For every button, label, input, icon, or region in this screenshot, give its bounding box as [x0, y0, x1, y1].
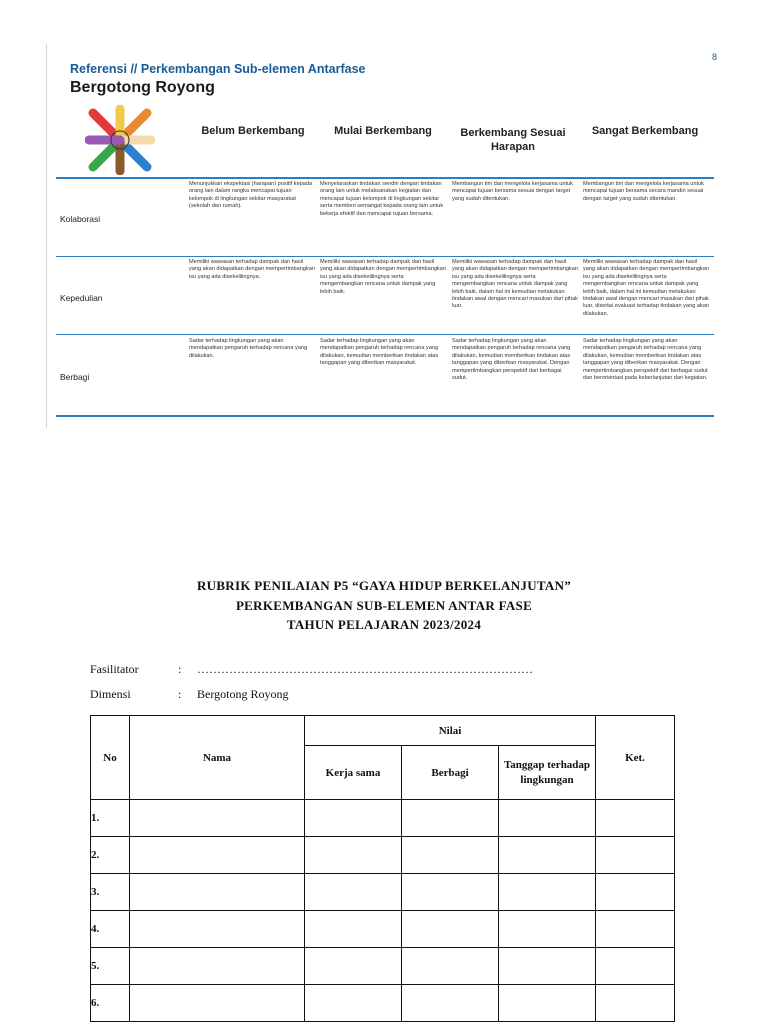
- table-row: [91, 874, 675, 911]
- rubric-cell: Memiliki wawasan terhadap dampak dan hasil yang akan didapatkan dengan mempertimbangkan isu yang ada disekelilingnya serta mengembangkan rencana untuk dampak yang lebih baik.: [320, 259, 446, 295]
- kerja-sama-cell[interactable]: [305, 874, 402, 911]
- header-divider: [56, 177, 714, 179]
- dimension-value: Bergotong Royong: [197, 687, 289, 701]
- row-number: 2.: [91, 837, 130, 874]
- berbagi-cell[interactable]: [402, 911, 499, 948]
- document-title-line-1: RUBRIK PENILAIAN P5 “GAYA HIDUP BERKELANJUTAN”: [196, 578, 572, 593]
- ket-cell[interactable]: [596, 874, 675, 911]
- table-row: [91, 837, 675, 874]
- table-row: [91, 985, 675, 1022]
- row-label-kepedulian: Kepedulian: [60, 293, 103, 303]
- row-number: 1.: [91, 800, 130, 837]
- rubric-cell: Sadar terhadap lingkungan yang akan mendapatkan pengaruh terhadap rencana yang dilakukan, kemudian memberikan tindakan atas tanggapan yang diberikan masyarakat. Dengan mempertimbangkan perspektif dari berbagai sudut.: [452, 338, 571, 382]
- row-divider: [56, 256, 714, 257]
- rubric-cell: Sadar terhadap lingkungan yang akan mendapatkan pengaruh terhadap rencana yang dilakukan, kemudian memberikan tindakan atas tanggapan yang diberikan masyarakat. Dengan mempertimbangkan perspektif dari berbagai sudut dan berorientasi pada keberlanjutan dari kegiatan.: [583, 338, 708, 382]
- column-head-sesuai: Berkembang Sesuai Harapan: [460, 127, 566, 153]
- head-nama: Nama: [130, 716, 305, 800]
- kerja-sama-cell[interactable]: [305, 985, 402, 1022]
- facilitator-colon: :: [178, 662, 182, 676]
- rubric-cell: Sadar terhadap lingkungan yang akan mendapatkan pengaruh terhadap rencana yang dilakukan, kemudian memberikan tindakan atas tanggapan yang diberikan masyarakat.: [320, 338, 439, 367]
- table-row: [91, 800, 675, 837]
- head-no: No: [91, 716, 130, 800]
- tanggap-cell[interactable]: [499, 948, 596, 985]
- berbagi-cell[interactable]: [402, 985, 499, 1022]
- rubric-cell: Membangun tim dan mengelola kerjasama untuk mencapai tujuan bersama secara mandiri sesuai dengan target yang sudah ditentukan.: [583, 181, 704, 202]
- nama-cell[interactable]: [130, 985, 305, 1022]
- tanggap-cell[interactable]: [499, 985, 596, 1022]
- row-number: 6.: [91, 985, 130, 1022]
- rubric-cell: Memiliki wawasan terhadap dampak dan hasil yang akan didapatkan dengan mempertimbangkan isu yang ada disekelilingnya.: [189, 259, 315, 280]
- nama-cell[interactable]: [130, 874, 305, 911]
- tanggap-cell[interactable]: [499, 837, 596, 874]
- rubric-cell: Menunjukkan ekspektasi (harapan) positif kepada orang lain dalam rangka mencapai tujuan kelompok di lingkungan sekitar masyarakat (sekolah dan rumah).: [189, 181, 313, 210]
- head-kerja-sama: Kerja sama: [305, 746, 402, 800]
- kerja-sama-cell[interactable]: [305, 911, 402, 948]
- head-ket: Ket.: [596, 716, 675, 800]
- ket-cell[interactable]: [596, 800, 675, 837]
- nama-cell[interactable]: [130, 800, 305, 837]
- row-number: 5.: [91, 948, 130, 985]
- berbagi-cell[interactable]: [402, 800, 499, 837]
- dimension-label: Dimensi: [90, 687, 131, 701]
- nama-cell[interactable]: [130, 911, 305, 948]
- rubric-cell: Membangun tim dan mengelola kerjasama untuk mencapai tujuan bersama sesuai dengan target yang sudah ditentukan.: [452, 181, 573, 202]
- table-row: [91, 948, 675, 985]
- nama-cell[interactable]: [130, 948, 305, 985]
- row-label-berbagi: Berbagi: [60, 372, 90, 382]
- reference-heading: Referensi // Perkembangan Sub-elemen Antarfase: [70, 62, 366, 76]
- rubric-cell: Memiliki wawasan terhadap dampak dan hasil yang akan didapatkan dengan mempertimbangkan isu yang ada disekelilingnya serta mengembangkan rencana untuk dampak yang lebih baik, dalam hal ini kemudian melakukan tindakan awal dengan mencari masukan dari pihak luar.: [452, 259, 578, 310]
- nama-cell[interactable]: [130, 837, 305, 874]
- berbagi-cell[interactable]: [402, 837, 499, 874]
- row-label-kolaborasi: Kolaborasi: [60, 214, 101, 224]
- kerja-sama-cell[interactable]: [305, 800, 402, 837]
- rubric-cell: Memiliki wawasan terhadap dampak dan hasil yang akan didapatkan dengan mempertimbangkan isu yang ada disekelilingnya serta mengembangkan rencana untuk dampak yang lebih baik, dalam hal ini kemudian melakukan tindakan awal dengan mencari masukan dari pihak luar, disertai evaluasi terhadap tindakan yang akan dilakukan.: [583, 259, 709, 317]
- row-divider: [56, 334, 714, 335]
- page-edge-line: [46, 44, 47, 428]
- row-number: 3.: [91, 874, 130, 911]
- table-bottom-line: [56, 415, 714, 417]
- document-title-line-2: PERKEMBANGAN SUB-ELEMEN ANTAR FASE: [235, 598, 533, 613]
- column-head-sangat: Sangat Berkembang: [591, 125, 699, 137]
- ket-cell[interactable]: [596, 985, 675, 1022]
- column-head-belum: Belum Berkembang: [201, 125, 305, 137]
- ket-cell[interactable]: [596, 911, 675, 948]
- page-number: 8: [712, 52, 718, 62]
- berbagi-cell[interactable]: [402, 948, 499, 985]
- assessment-table: [90, 715, 675, 1022]
- document-title-line-3: TAHUN PELAJARAN 2023/2024: [286, 617, 482, 632]
- row-number: 4.: [91, 911, 130, 948]
- ket-cell[interactable]: [596, 948, 675, 985]
- kerja-sama-cell[interactable]: [305, 837, 402, 874]
- berbagi-cell[interactable]: [402, 874, 499, 911]
- joined-hands-icon: [85, 105, 155, 175]
- dimension-colon: :: [178, 687, 182, 701]
- tanggap-cell[interactable]: [499, 911, 596, 948]
- rubric-cell: Sadar terhadap lingkungan yang akan mendapatkan pengaruh terhadap rencana yang dilakukan.: [189, 338, 308, 359]
- column-head-mulai: Mulai Berkembang: [334, 125, 432, 137]
- facilitator-field: …………………………………………………………………………: [197, 662, 533, 676]
- facilitator-label: Fasilitator: [90, 662, 139, 676]
- head-tanggap: Tanggap terhadap lingkungan: [499, 746, 596, 800]
- kerja-sama-cell[interactable]: [305, 948, 402, 985]
- head-berbagi: Berbagi: [402, 746, 499, 800]
- tanggap-cell[interactable]: [499, 874, 596, 911]
- ket-cell[interactable]: [596, 837, 675, 874]
- tanggap-cell[interactable]: [499, 800, 596, 837]
- reference-title: Bergotong Royong: [70, 79, 215, 96]
- table-row: [91, 911, 675, 948]
- rubric-cell: Menyelaraskan tindakan sendiri dengan tindakan orang lain untuk melaksanakan kegiatan dan mencapai tujuan kelompok di lingkungan sekitar serta memberi semangat kepada orang lain untuk bekerja efektif dan mencapai tujuan bersama.: [320, 181, 444, 217]
- head-nilai: Nilai: [305, 716, 596, 746]
- reference-page: [0, 0, 768, 430]
